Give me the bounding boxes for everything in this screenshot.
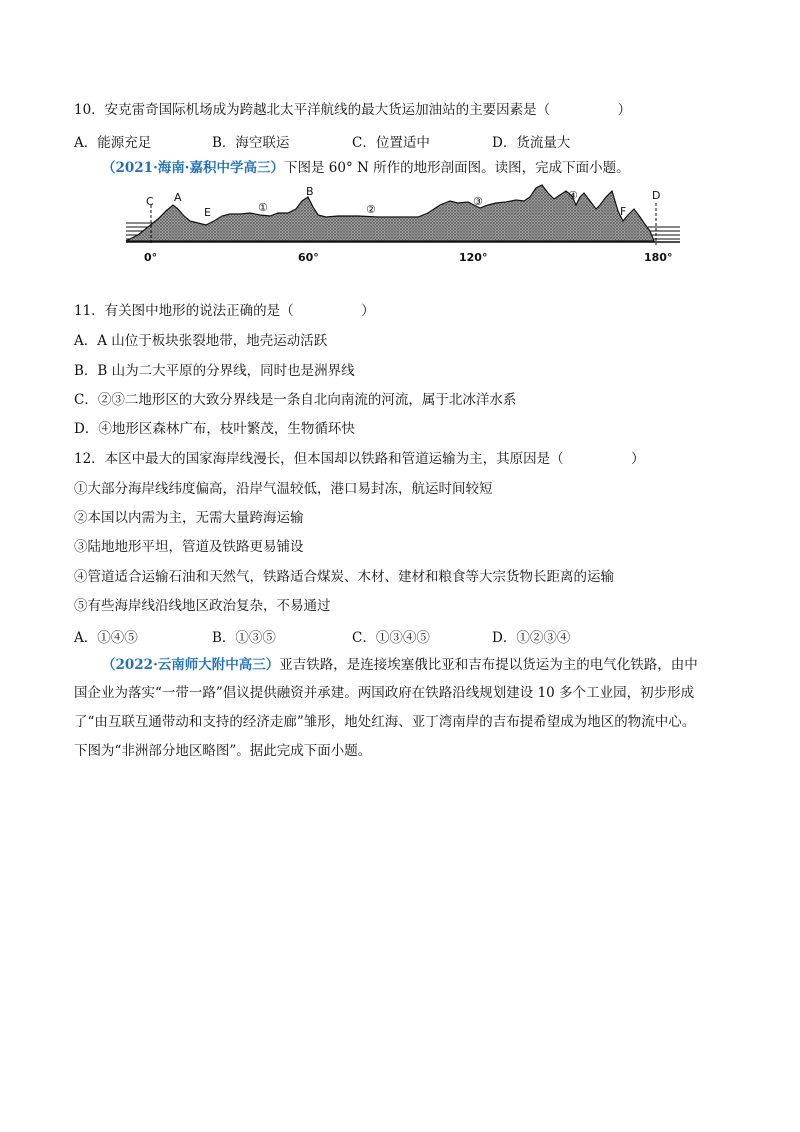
q11-stem: 11．有关图中地形的说法正确的是（ ） <box>74 303 375 319</box>
label-b: B <box>306 185 314 198</box>
intro2-line-3: 了“由互联互通带动和支持的经济走廊”雏形，地处红海、亚丁湾南岸的吉布提希望成为地区的物流中心。 <box>74 714 696 730</box>
q12-stem: 12．本区中最大的国家海岸线漫长，但本国却以铁路和管道运输为主，其原因是（ ） <box>74 451 645 467</box>
q12-option-d[interactable]: D．①②③④ <box>492 630 571 646</box>
q12-statement-1: ①大部分海岸线纬度偏高，沿岸气温较低，港口易封冻，航运时间较短 <box>74 481 493 497</box>
intro1-source: （2021·海南·嘉积中学高三） <box>102 160 284 176</box>
tick-180: 180° <box>644 251 673 264</box>
tick-0: 0° <box>144 251 158 264</box>
label-1: ① <box>258 201 268 214</box>
q12-statement-2: ②本国以内需为主，无需大量跨海运输 <box>74 510 304 526</box>
label-e: E <box>204 206 211 219</box>
q12-option-b[interactable]: B．①③⑤ <box>212 630 276 646</box>
intro2-line-4: 下图为“非洲部分地区略图”。据此完成下面小题。 <box>74 743 372 759</box>
q12-options <box>74 626 674 644</box>
label-c: C <box>146 195 154 208</box>
q11-option-c[interactable]: C．②③二地形区的大致分界线是一条自北向南流的河流，属于北冰洋水系 <box>74 392 517 408</box>
q12-statement-5: ⑤有些海岸线沿线地区政治复杂，不易通过 <box>74 598 331 614</box>
intro2-line-1 <box>102 656 698 674</box>
q12-statement-3: ③陆地地形平坦，管道及铁路更易铺设 <box>74 539 304 555</box>
label-a: A <box>174 191 182 204</box>
terrain-profile-figure <box>118 183 688 268</box>
intro1-text: 下图是 60° N 所作的地形剖面图。读图，完成下面小题。 <box>283 160 630 176</box>
q10-stem: 10．安克雷奇国际机场成为跨越北太平洋航线的最大货运加油站的主要因素是（ ） <box>74 102 632 118</box>
label-3: ③ <box>473 195 483 208</box>
q11-option-a[interactable]: A．A 山位于板块张裂地带，地壳运动活跃 <box>74 333 328 349</box>
q10-option-b[interactable]: B．海空联运 <box>212 135 290 151</box>
intro2-text-1: 亚吉铁路，是连接埃塞俄比亚和吉布提以货运为主的电气化铁路，由中 <box>279 657 698 673</box>
q10-option-d[interactable]: D．货流量大 <box>492 135 571 151</box>
intro2-line-2: 国企业为落实“一带一路”倡议提供融资并承建。两国政府在铁路沿线规划建设 10 多个工业园，初步形成 <box>74 685 695 701</box>
q12-statement-4: ④管道适合运输石油和天然气，铁路适合煤炭、木材、建材和粮食等大宗货物长距离的运输 <box>74 569 614 585</box>
label-2: ② <box>366 203 376 216</box>
q10-option-c[interactable]: C．位置适中 <box>352 135 430 151</box>
q12-option-a[interactable]: A．①④⑤ <box>74 630 138 646</box>
q10-options <box>74 131 674 149</box>
label-f: F <box>620 205 627 218</box>
q12-option-c[interactable]: C．①③④⑤ <box>352 630 430 646</box>
label-d: D <box>652 189 661 202</box>
intro2-source: （2022·云南师大附中高三） <box>102 657 280 673</box>
intro1 <box>102 159 630 177</box>
tick-60: 60° <box>298 251 319 264</box>
q11-option-b[interactable]: B．B 山为二大平原的分界线，同时也是洲界线 <box>74 363 355 379</box>
label-4: ④ <box>568 189 578 202</box>
tick-120: 120° <box>459 251 488 264</box>
q11-option-d[interactable]: D．④地形区森林广布，枝叶繁茂，生物循环快 <box>74 421 355 437</box>
q10-option-a[interactable]: A．能源充足 <box>74 135 152 151</box>
